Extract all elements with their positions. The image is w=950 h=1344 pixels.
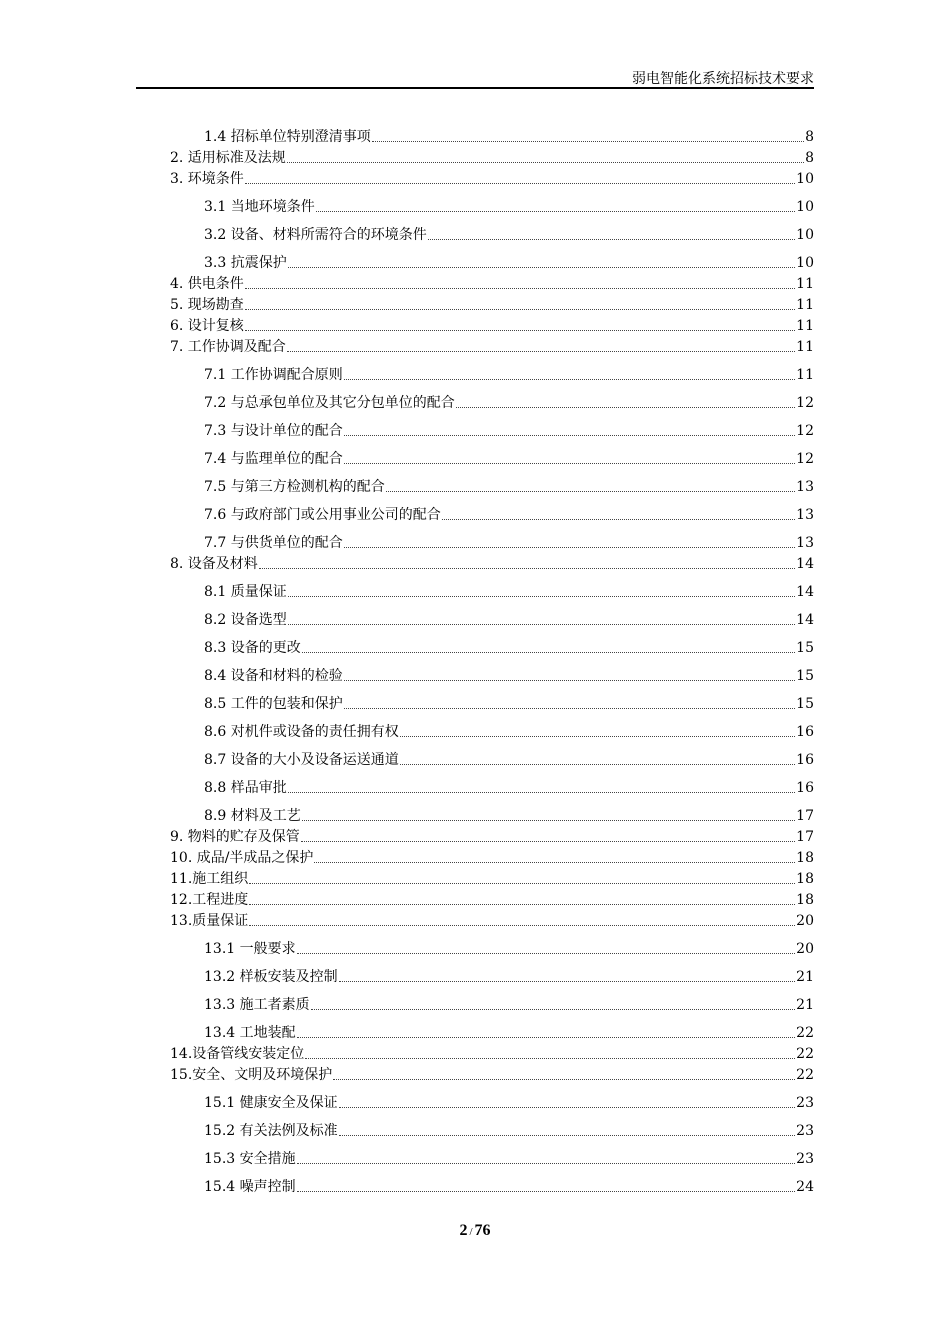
toc-entry-label: 3.2 设备、材料所需符合的环境条件 — [204, 227, 427, 243]
toc-dot-leader — [344, 435, 795, 436]
toc-entry[interactable] — [170, 611, 814, 629]
toc-entry[interactable] — [170, 478, 814, 496]
toc-entry-label: 8.9 材料及工艺 — [204, 808, 301, 824]
toc-entry-page-number: 21 — [796, 997, 814, 1013]
toc-entry-label: 9. 物料的贮存及保管 — [170, 829, 300, 845]
toc-entry-label: 7.4 与监理单位的配合 — [204, 451, 343, 467]
toc-entry-page-number: 13 — [796, 535, 814, 551]
toc-entry[interactable] — [170, 128, 814, 146]
toc-entry[interactable] — [170, 723, 814, 741]
toc-entry-page-number: 11 — [796, 297, 814, 313]
toc-entry-label: 15.安全、文明及环境保护 — [170, 1067, 333, 1083]
toc-entry-page-number: 14 — [796, 584, 814, 600]
toc-dot-leader — [400, 736, 795, 737]
toc-entry[interactable] — [170, 996, 814, 1014]
toc-entry-label: 11.施工组织 — [170, 871, 249, 887]
toc-dot-leader — [288, 596, 795, 597]
toc-entry-page-number: 11 — [796, 318, 814, 334]
current-page-number: 2 — [459, 1222, 468, 1239]
toc-dot-leader — [305, 1058, 795, 1059]
toc-dot-leader — [428, 239, 795, 240]
toc-entry-page-number: 11 — [796, 339, 814, 355]
toc-entry[interactable] — [170, 226, 814, 244]
toc-entry-page-number: 15 — [796, 640, 814, 656]
toc-entry[interactable] — [170, 1066, 814, 1084]
toc-entry[interactable] — [170, 366, 814, 384]
toc-dot-leader — [372, 141, 804, 142]
toc-dot-leader — [287, 162, 804, 163]
toc-entry[interactable] — [170, 198, 814, 216]
toc-dot-leader — [344, 547, 795, 548]
toc-dot-leader — [302, 820, 795, 821]
toc-dot-leader — [301, 841, 795, 842]
toc-entry-page-number: 12 — [796, 395, 814, 411]
toc-dot-leader — [386, 491, 795, 492]
toc-dot-leader — [297, 1191, 796, 1192]
toc-entry-label: 10. 成品/半成品之保护 — [170, 850, 314, 866]
toc-dot-leader — [249, 925, 795, 926]
toc-entry[interactable] — [170, 275, 814, 293]
toc-dot-leader — [287, 351, 795, 352]
toc-entry-label: 3. 环境条件 — [170, 171, 244, 187]
toc-entry[interactable] — [170, 506, 814, 524]
toc-entry-page-number: 16 — [796, 724, 814, 740]
toc-entry-label: 7.5 与第三方检测机构的配合 — [204, 479, 385, 495]
toc-entry[interactable] — [170, 394, 814, 412]
toc-entry-page-number: 18 — [796, 850, 814, 866]
toc-entry[interactable] — [170, 317, 814, 335]
toc-entry[interactable] — [170, 583, 814, 601]
toc-entry[interactable] — [170, 1122, 814, 1140]
toc-dot-leader — [288, 267, 795, 268]
toc-entry-label: 8.1 质量保证 — [204, 584, 287, 600]
toc-dot-leader — [259, 568, 795, 569]
toc-entry-page-number: 15 — [796, 668, 814, 684]
toc-entry[interactable] — [170, 639, 814, 657]
toc-entry[interactable] — [170, 807, 814, 825]
toc-dot-leader — [339, 1107, 796, 1108]
toc-entry-page-number: 13 — [796, 479, 814, 495]
toc-entry-label: 14.设备管线安装定位 — [170, 1046, 305, 1062]
toc-entry-label: 8.5 工件的包装和保护 — [204, 696, 343, 712]
toc-entry-label: 13.质量保证 — [170, 913, 249, 929]
toc-dot-leader — [333, 1079, 795, 1080]
toc-entry-label: 7.3 与设计单位的配合 — [204, 423, 343, 439]
toc-entry-page-number: 17 — [796, 829, 814, 845]
toc-entry[interactable] — [170, 828, 814, 846]
toc-entry-page-number: 14 — [796, 612, 814, 628]
toc-dot-leader — [456, 407, 795, 408]
toc-dot-leader — [297, 1037, 796, 1038]
toc-dot-leader — [245, 330, 795, 331]
toc-dot-leader — [344, 379, 795, 380]
toc-entry[interactable] — [170, 1178, 814, 1196]
toc-entry-label: 13.2 样板安装及控制 — [204, 969, 338, 985]
toc-entry-label: 5. 现场勘查 — [170, 297, 244, 313]
toc-entry-page-number: 23 — [796, 1123, 814, 1139]
toc-entry[interactable] — [170, 1094, 814, 1112]
toc-entry[interactable] — [170, 170, 814, 188]
toc-entry-label: 15.3 安全措施 — [204, 1151, 296, 1167]
toc-entry[interactable] — [170, 450, 814, 468]
toc-entry-page-number: 10 — [796, 199, 814, 215]
toc-entry-page-number: 18 — [796, 892, 814, 908]
total-pages-number: 76 — [474, 1222, 491, 1239]
toc-dot-leader — [249, 904, 795, 905]
toc-entry-label: 7.6 与政府部门或公用事业公司的配合 — [204, 507, 441, 523]
toc-entry-page-number: 13 — [796, 507, 814, 523]
toc-entry-label: 8.4 设备和材料的检验 — [204, 668, 343, 684]
toc-dot-leader — [311, 1009, 796, 1010]
toc-entry-label: 7.1 工作协调配合原则 — [204, 367, 343, 383]
toc-entry[interactable] — [170, 968, 814, 986]
toc-entry-label: 7.2 与总承包单位及其它分包单位的配合 — [204, 395, 455, 411]
toc-entry-label: 13.4 工地装配 — [204, 1025, 296, 1041]
page-separator: / — [469, 1226, 473, 1238]
toc-entry[interactable] — [170, 422, 814, 440]
toc-entry[interactable] — [170, 1024, 814, 1042]
toc-entry[interactable] — [170, 751, 814, 769]
toc-entry-page-number: 10 — [796, 255, 814, 271]
toc-dot-leader — [245, 309, 795, 310]
toc-dot-leader — [302, 652, 795, 653]
toc-entry-label: 3.3 抗震保护 — [204, 255, 287, 271]
toc-entry-label: 15.1 健康安全及保证 — [204, 1095, 338, 1111]
toc-entry-page-number: 15 — [796, 696, 814, 712]
toc-entry-page-number: 14 — [796, 556, 814, 572]
toc-entry[interactable] — [170, 849, 814, 867]
toc-entry-label: 7. 工作协调及配合 — [170, 339, 286, 355]
toc-entry[interactable] — [170, 149, 814, 167]
toc-entry[interactable] — [170, 695, 814, 713]
toc-entry-label: 8.2 设备选型 — [204, 612, 287, 628]
toc-dot-leader — [245, 288, 795, 289]
toc-entry-page-number: 10 — [796, 171, 814, 187]
toc-entry-label: 15.2 有关法例及标准 — [204, 1123, 338, 1139]
toc-entry-label: 8. 设备及材料 — [170, 556, 258, 572]
toc-dot-leader — [249, 883, 795, 884]
toc-entry-page-number: 20 — [796, 941, 814, 957]
toc-entry[interactable] — [170, 667, 814, 685]
toc-entry-label: 6. 设计复核 — [170, 318, 244, 334]
toc-entry[interactable] — [170, 555, 814, 573]
toc-dot-leader — [344, 463, 795, 464]
toc-entry-label: 4. 供电条件 — [170, 276, 244, 292]
toc-entry-page-number: 12 — [796, 451, 814, 467]
toc-entry-page-number: 20 — [796, 913, 814, 929]
toc-entry-label: 2. 适用标准及法规 — [170, 150, 286, 166]
toc-entry[interactable] — [170, 1150, 814, 1168]
toc-entry-page-number: 23 — [796, 1151, 814, 1167]
toc-dot-leader — [442, 519, 795, 520]
toc-entry-page-number: 10 — [796, 227, 814, 243]
toc-entry-label: 1.4 招标单位特别澄清事项 — [204, 129, 371, 145]
toc-entry-page-number: 16 — [796, 752, 814, 768]
toc-entry-page-number: 11 — [796, 276, 814, 292]
toc-entry-label: 8.3 设备的更改 — [204, 640, 301, 656]
toc-entry-page-number: 16 — [796, 780, 814, 796]
toc-dot-leader — [288, 792, 795, 793]
toc-dot-leader — [297, 953, 796, 954]
toc-entry[interactable] — [170, 779, 814, 797]
toc-entry[interactable] — [170, 338, 814, 356]
toc-entry-page-number: 11 — [796, 367, 814, 383]
toc-entry[interactable] — [170, 891, 814, 909]
toc-entry-page-number: 24 — [796, 1179, 814, 1195]
toc-entry-label: 8.8 样品审批 — [204, 780, 287, 796]
toc-entry-label: 8.6 对机件或设备的责任拥有权 — [204, 724, 399, 740]
toc-dot-leader — [245, 183, 795, 184]
toc-dot-leader — [344, 708, 795, 709]
toc-entry[interactable] — [170, 940, 814, 958]
toc-entry[interactable] — [170, 870, 814, 888]
toc-entry-label: 15.4 噪声控制 — [204, 1179, 296, 1195]
toc-entry-page-number: 21 — [796, 969, 814, 985]
toc-entry[interactable] — [170, 912, 814, 930]
toc-dot-leader — [339, 981, 796, 982]
toc-entry-page-number: 22 — [796, 1046, 814, 1062]
toc-entry-page-number: 12 — [796, 423, 814, 439]
toc-entry-label: 7.7 与供货单位的配合 — [204, 535, 343, 551]
header-divider — [136, 87, 814, 89]
toc-entry-page-number: 23 — [796, 1095, 814, 1111]
toc-entry-label: 13.3 施工者素质 — [204, 997, 310, 1013]
toc-entry-label: 3.1 当地环境条件 — [204, 199, 315, 215]
toc-dot-leader — [316, 211, 795, 212]
toc-dot-leader — [339, 1135, 796, 1136]
header-title: 弱电智能化系统招标技术要求 — [632, 71, 814, 87]
toc-entry-page-number: 8 — [805, 150, 814, 166]
toc-entry-page-number: 8 — [805, 129, 814, 145]
toc-dot-leader — [314, 862, 795, 863]
toc-dot-leader — [344, 680, 795, 681]
toc-entry[interactable] — [170, 254, 814, 272]
toc-entry-page-number: 22 — [796, 1067, 814, 1083]
toc-entry[interactable] — [170, 1045, 814, 1063]
toc-dot-leader — [288, 624, 795, 625]
toc-entry[interactable] — [170, 296, 814, 314]
toc-entry-label: 12.工程进度 — [170, 892, 249, 908]
toc-entry-label: 13.1 一般要求 — [204, 941, 296, 957]
toc-entry-label: 8.7 设备的大小及设备运送通道 — [204, 752, 399, 768]
page-number — [0, 1222, 950, 1240]
toc-entry-page-number: 17 — [796, 808, 814, 824]
table-of-contents — [170, 128, 814, 1196]
toc-entry-page-number: 18 — [796, 871, 814, 887]
toc-dot-leader — [297, 1163, 796, 1164]
toc-entry[interactable] — [170, 534, 814, 552]
toc-dot-leader — [400, 764, 795, 765]
toc-entry-page-number: 22 — [796, 1025, 814, 1041]
